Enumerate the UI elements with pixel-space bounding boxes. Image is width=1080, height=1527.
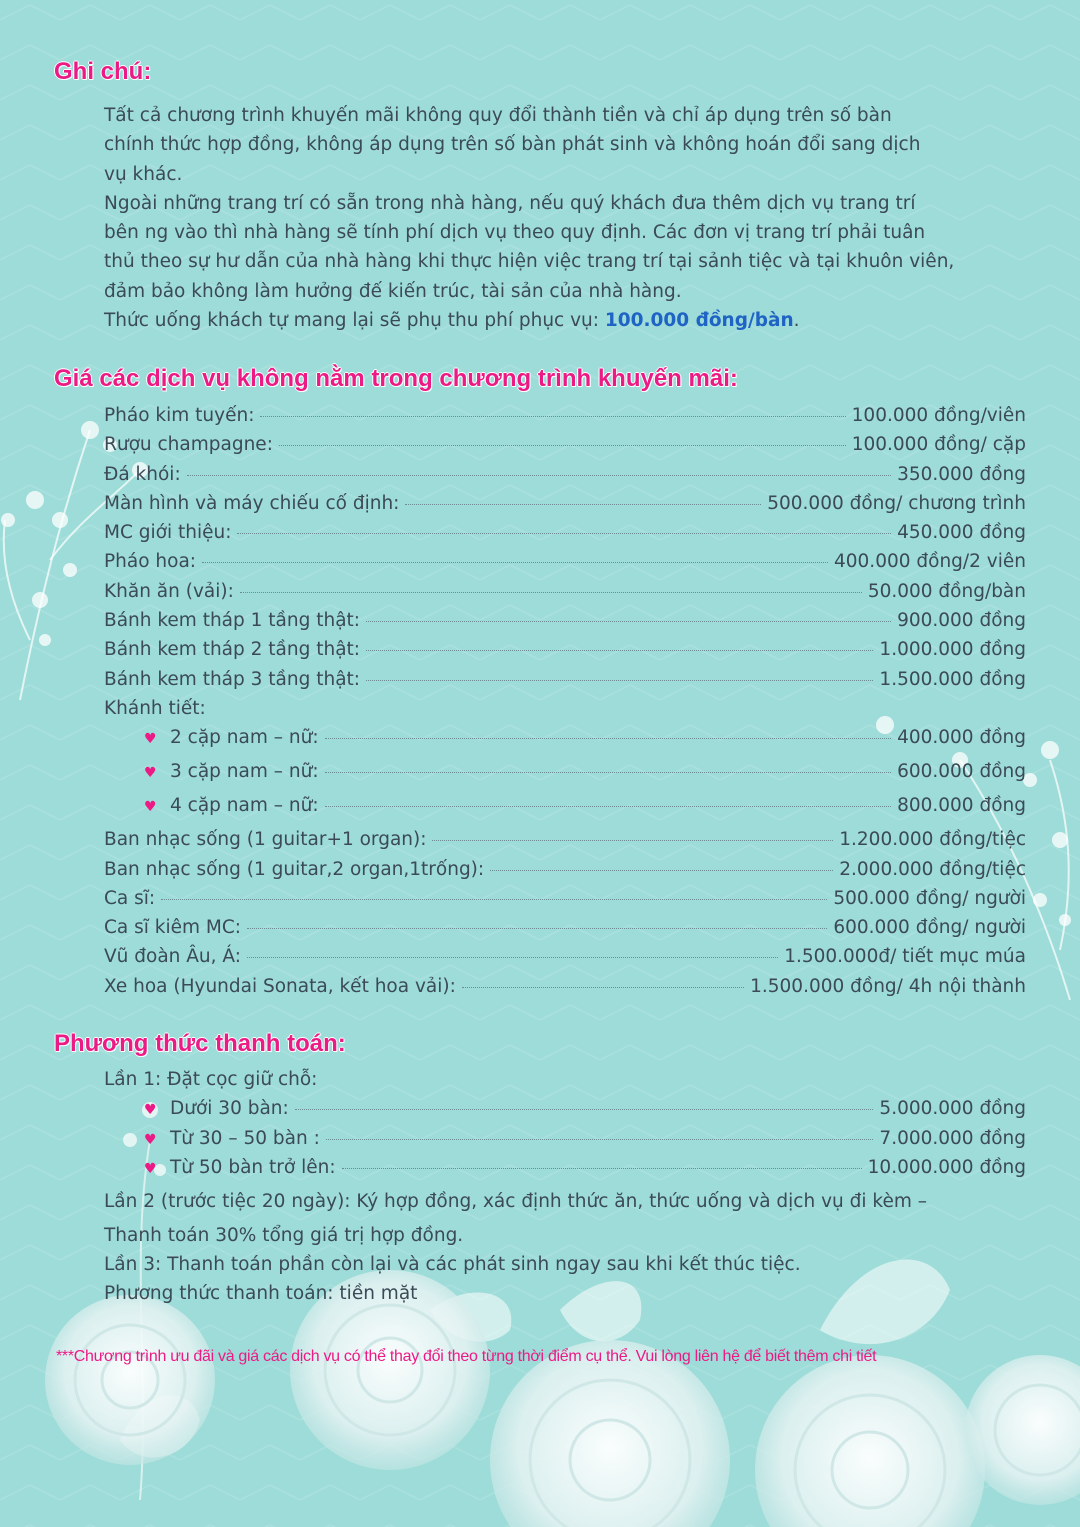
item-label: Ban nhạc sống (1 guitar,2 organ,1trống): [104, 858, 485, 880]
item-label: Pháo kim tuyến: [104, 405, 255, 426]
item-label: Ca sĩ: [104, 887, 156, 909]
payment-step-2-line-2: Thanh toán 30% tổng giá trị hợp đồng. [104, 1224, 464, 1246]
item-label: Vũ đoàn Âu, Á: [104, 946, 241, 968]
item-label: Pháo hoa: [104, 551, 197, 573]
footnote: ***Chương trình ưu đãi và giá các dịch vụ có thể thay đổi theo từng thời điểm cụ thể. Vui lòng liên hệ để biết thêm chi tiết [56, 1348, 877, 1365]
item-price: 800.000 đồng [897, 795, 1026, 817]
item-label: MC giới thiệu: [104, 522, 232, 544]
list-item [104, 1157, 1026, 1191]
dot-leader [490, 870, 833, 871]
item-price: 500.000 đồng/ người [833, 887, 1026, 909]
services-price-list [104, 405, 1026, 1005]
payment-step-2-line-1: Lần 2 (trước tiệc 20 ngày): Ký hợp đồng, xác định thức ăn, thức uống và dịch vụ đi kèm – [104, 1190, 927, 1212]
dot-leader [325, 806, 892, 807]
notes-line: thủ theo sự hư dẫn của nhà hàng khi thực hiện việc trang trí tại sảnh tiệc và tại khuôn viên, [104, 251, 955, 273]
dot-leader [325, 738, 892, 739]
item-label: 3 cặp nam – nữ: [170, 761, 319, 783]
item-price: 400.000 đồng/2 viên [834, 551, 1026, 573]
notes-line: bên ng vào thì nhà hàng sẽ tính phí dịch vụ theo quy định. Các đơn vị trang trí phải tuân [104, 222, 926, 244]
dot-leader [161, 899, 827, 900]
list-item [104, 493, 1026, 522]
item-price: 100.000 đồng/ cặp [851, 434, 1026, 456]
dot-leader [405, 504, 761, 505]
item-price: 900.000 đồng [897, 610, 1026, 632]
dot-leader [237, 533, 891, 534]
dot-leader [247, 928, 827, 929]
dot-leader [432, 840, 833, 841]
item-price: 10.000.000 đồng [867, 1156, 1026, 1178]
payment-method: Phương thức thanh toán: tiền mặt [104, 1283, 418, 1305]
dot-leader [279, 445, 846, 446]
item-label: Từ 50 bàn trở lên: [170, 1156, 336, 1178]
khanh-tiet-label: Khánh tiết: [104, 697, 206, 719]
item-price: 1.200.000 đồng/tiệc [839, 829, 1026, 851]
item-price: 100.000 đồng/viên [851, 405, 1026, 426]
item-price: 400.000 đồng [897, 727, 1026, 749]
list-item [104, 639, 1026, 668]
item-price: 350.000 đồng [897, 463, 1026, 485]
list-item [104, 1128, 1026, 1157]
notes-line: vụ khác. [104, 163, 183, 185]
item-label: Rượu champagne: [104, 434, 273, 456]
item-label: Ca sĩ kiêm MC: [104, 917, 242, 939]
item-label: Bánh kem tháp 1 tầng thật: [104, 610, 361, 632]
list-item [104, 610, 1026, 639]
dot-leader [342, 1168, 862, 1169]
list-item [104, 1098, 1026, 1127]
item-price: 2.000.000 đồng/tiệc [839, 858, 1026, 880]
dot-leader [326, 1139, 874, 1140]
payment-step-3: Lần 3: Thanh toán phần còn lại và các phát sinh ngay sau khi kết thúc tiệc. [104, 1254, 801, 1276]
drinks-fee-line [104, 306, 1034, 335]
item-price: 600.000 đồng/ người [833, 917, 1026, 939]
notes-heading: Ghi chú: [54, 58, 152, 85]
payment-step-1: Lần 1: Đặt cọc giữ chỗ: [104, 1069, 318, 1090]
list-item [104, 727, 1026, 761]
drinks-fee-end: . [793, 310, 800, 332]
dot-leader [462, 987, 744, 988]
heart-icon: ♥ [144, 1102, 157, 1119]
heart-icon: ♥ [144, 765, 157, 782]
list-item [104, 795, 1026, 829]
dot-leader [240, 592, 862, 593]
item-label: Dưới 30 bàn: [170, 1098, 289, 1120]
dot-leader [247, 957, 778, 958]
item-label: Khăn ăn (vải): [104, 580, 234, 602]
heart-icon: ♥ [144, 799, 157, 816]
dot-leader [260, 416, 845, 417]
item-price: 5.000.000 đồng [879, 1098, 1026, 1120]
drinks-fee-amount: 100.000 đồng/bàn [604, 310, 794, 332]
list-item [104, 859, 1026, 888]
item-price: 1.500.000 đồng/ 4h nội thành [750, 975, 1026, 997]
list-item [104, 434, 1026, 463]
dot-leader [187, 475, 891, 476]
dot-leader [202, 562, 828, 563]
item-label: Bánh kem tháp 2 tầng thật: [104, 639, 361, 661]
heart-icon: ♥ [144, 1160, 157, 1177]
payment-heading: Phương thức thanh toán: [54, 1030, 346, 1057]
item-label: Màn hình và máy chiếu cố định: [104, 492, 400, 514]
heart-icon: ♥ [144, 1131, 157, 1148]
dot-leader [325, 772, 892, 773]
item-label: Từ 30 – 50 bàn : [170, 1127, 320, 1149]
item-label: Đá khói: [104, 463, 181, 485]
list-item [104, 464, 1026, 493]
notes-line: chính thức hợp đồng, không áp dụng trên số bàn phát sinh và không hoán đổi sang dịch [104, 134, 921, 156]
list-item [104, 581, 1026, 610]
list-item [104, 551, 1026, 580]
list-item [104, 405, 1026, 434]
dot-leader [366, 680, 873, 681]
list-item [104, 522, 1026, 551]
list-item [104, 976, 1026, 1005]
item-label: Ban nhạc sống (1 guitar+1 organ): [104, 829, 427, 851]
dot-leader [366, 650, 873, 651]
item-price: 1.500.000 đồng [879, 668, 1026, 690]
list-item [104, 761, 1026, 795]
item-price: 50.000 đồng/bàn [867, 580, 1026, 602]
notes-line: đảm bảo không làm hưởng đế kiến trúc, tài sản của nhà hàng. [104, 280, 682, 302]
item-label: 4 cặp nam – nữ: [170, 795, 319, 817]
payment-list [104, 1069, 1026, 1313]
dot-leader [366, 621, 891, 622]
item-price: 7.000.000 đồng [879, 1127, 1026, 1149]
list-item [104, 946, 1026, 975]
item-label: Bánh kem tháp 3 tầng thật: [104, 668, 361, 690]
list-item [104, 917, 1026, 946]
item-price: 1.500.000đ/ tiết mục múa [784, 946, 1026, 968]
item-price: 450.000 đồng [897, 522, 1026, 544]
list-item [104, 888, 1026, 917]
list-item [104, 669, 1026, 698]
notes-paragraph [104, 101, 1034, 335]
services-heading: Giá các dịch vụ không nằm trong chương trình khuyến mãi: [54, 365, 738, 392]
item-price: 600.000 đồng [897, 761, 1026, 783]
dot-leader [295, 1109, 874, 1110]
notes-line: Tất cả chương trình khuyến mãi không quy đổi thành tiền và chỉ áp dụng trên số bàn [104, 105, 892, 126]
item-price: 1.000.000 đồng [879, 639, 1026, 661]
list-item [104, 829, 1026, 858]
item-label: Xe hoa (Hyundai Sonata, kết hoa vải): [104, 975, 456, 997]
heart-icon: ♥ [144, 731, 157, 748]
notes-line: Ngoài những trang trí có sẵn trong nhà hàng, nếu quý khách đưa thêm dịch vụ trang trí [104, 192, 916, 214]
item-label: 2 cặp nam – nữ: [170, 727, 319, 749]
item-price: 500.000 đồng/ chương trình [767, 492, 1026, 514]
drinks-fee-text: Thức uống khách tự mang lại sẽ phụ thu phí phục vụ: [104, 310, 605, 332]
